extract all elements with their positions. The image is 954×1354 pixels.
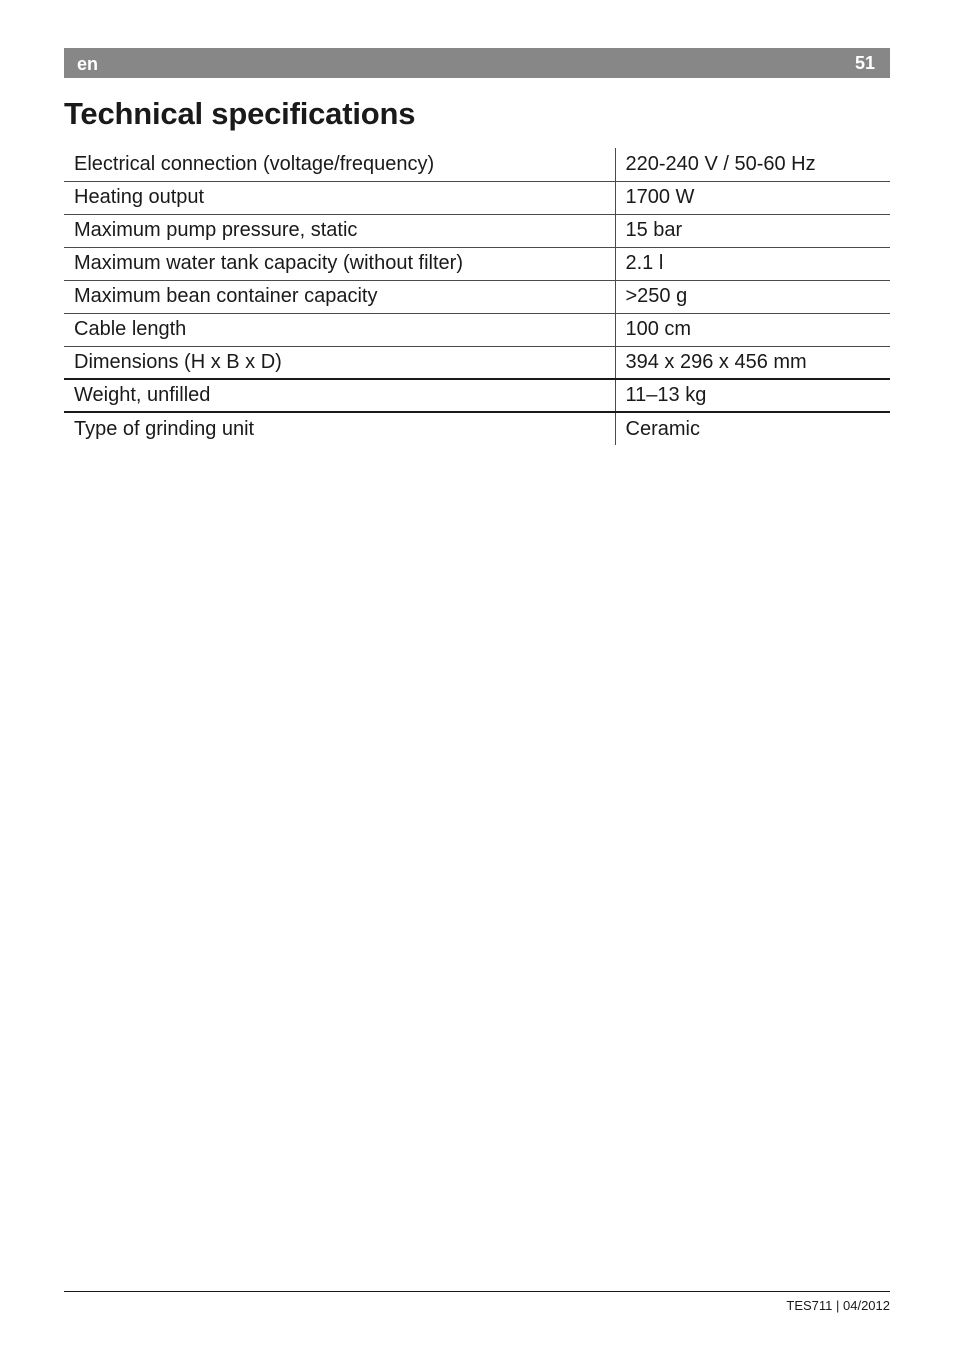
page-header-bar (64, 48, 890, 78)
spec-label: Cable length (64, 313, 615, 346)
spec-value: Ceramic (615, 412, 890, 445)
spec-label: Maximum pump pressure, static (64, 214, 615, 247)
spec-label: Weight, unfilled (64, 379, 615, 412)
footer-document-info: TES711 | 04/2012 (786, 1298, 890, 1313)
table-row (64, 412, 890, 445)
spec-value: 394 x 296 x 456 mm (615, 346, 890, 379)
table-row (64, 379, 890, 412)
table-row (64, 214, 890, 247)
spec-label: Maximum water tank capacity (without filter) (64, 247, 615, 280)
spec-value: 2.1 l (615, 247, 890, 280)
spec-value: 220-240 V / 50-60 Hz (615, 148, 890, 181)
table-row (64, 181, 890, 214)
spec-label: Dimensions (H x B x D) (64, 346, 615, 379)
spec-value: 1700 W (615, 181, 890, 214)
footer-divider (64, 1291, 890, 1292)
specifications-table (64, 148, 890, 445)
spec-value: 11–13 kg (615, 379, 890, 412)
language-code: en (77, 54, 99, 74)
table-row (64, 346, 890, 379)
spec-label: Heating output (64, 181, 615, 214)
spec-label: Electrical connection (voltage/frequency) (64, 148, 615, 181)
table-row (64, 313, 890, 346)
spec-value: 15 bar (615, 214, 890, 247)
spec-label: Maximum bean container capacity (64, 280, 615, 313)
spec-value: 100 cm (615, 313, 890, 346)
table-row (64, 247, 890, 280)
spec-value: >250 g (615, 280, 890, 313)
table-row (64, 148, 890, 181)
spec-label: Type of grinding unit (74, 417, 255, 440)
table-row (64, 280, 890, 313)
page-title: Technical specifications (64, 96, 416, 131)
page-number: 51 (854, 53, 875, 73)
